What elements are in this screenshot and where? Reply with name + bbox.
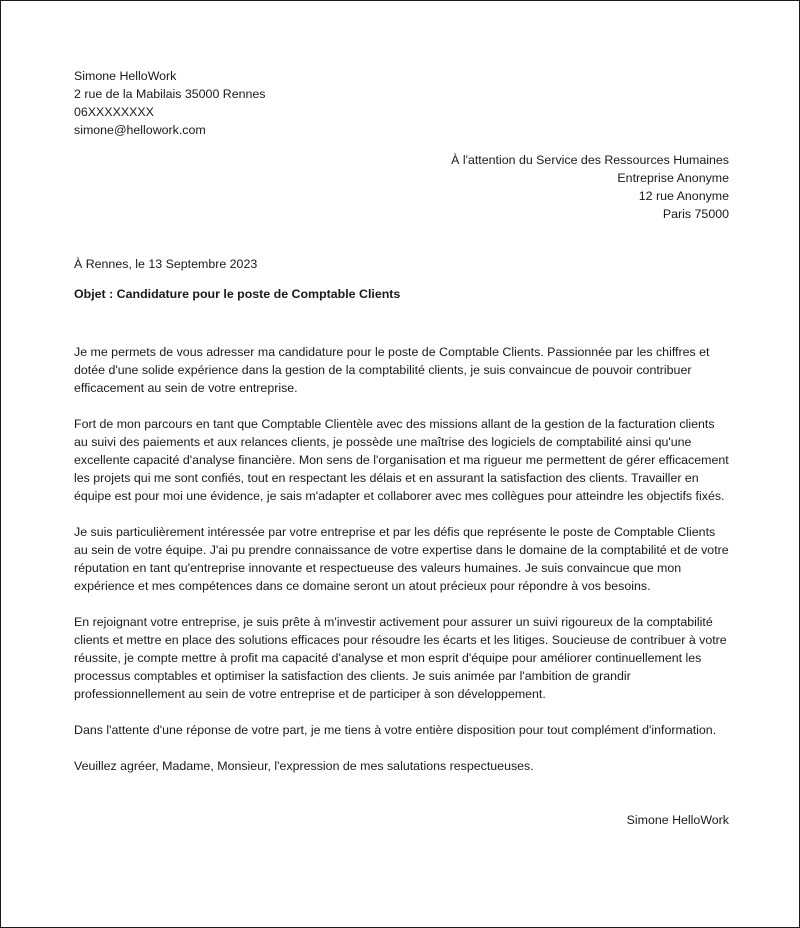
body-paragraph: Fort de mon parcours en tant que Comptable Clientèle avec des missions allant de la gestion de la facturation clients au suivi des paiements et aux relances clients, je possède une maîtrise des logiciels de comptabilité ainsi qu'une excellente capacité d'analyse financière. Mon sens de l'organisation et ma rigueur me permettent de gérer efficacement les projets qui me sont confiés, tout en respectant les délais et en assurant la satisfaction des clients. Travailler en équipe est pour moi une évidence, je sais m'adapter et collaborer avec mes collègues pour atteindre les objectifs fixés. [74,417,729,503]
place-date: À Rennes, le 13 Septembre 2023 [74,257,258,271]
recipient-street: 12 rue Anonyme [638,189,729,203]
letter-body [74,343,729,775]
sender-phone: 06XXXXXXXX [74,105,154,119]
letter-content [74,67,729,829]
sender-name: Simone HelloWork [74,69,177,83]
body-paragraph: Je suis particulièrement intéressée par votre entreprise et par les défis que représente le poste de Comptable Clients au sein de votre équipe. J'ai pu prendre connaissance de votre expertise dans le domaine de la comptabilité et de votre réputation en tant qu'entreprise innovante et respectueuse des valeurs humaines. Je suis convaincue que mon expérience et mes compétences dans ce domaine seront un atout précieux pour répondre à vos besoins. [74,525,729,593]
recipient-attention: À l'attention du Service des Ressources Humaines [451,153,729,167]
body-paragraph: Dans l'attente d'une réponse de votre part, je me tiens à votre entière disposition pour tout complément d'information. [74,723,717,737]
signature: Simone HelloWork [626,813,729,827]
body-paragraph: Je me permets de vous adresser ma candidature pour le poste de Comptable Clients. Passionnée par les chiffres et dotée d'une solide expérience dans la gestion de la comptabilité clients, je suis convaincue de pouvoir contribuer efficacement au sein de votre entreprise. [74,345,710,395]
body-paragraph: En rejoignant votre entreprise, je suis prête à m'investir activement pour assurer un suivi rigoureux de la comptabilité clients et mettre en place des solutions efficaces pour résoudre les écarts et les litiges. Soucieuse de contribuer à votre réussite, je compte mettre à profit ma capacité d'analyse et mon esprit d'équipe pour améliorer continuellement les processus comptables et optimiser la satisfaction des clients. Je suis animée par l'ambition de grandir professionnellement au sein de votre entreprise et de participer à son développement. [74,615,727,701]
recipient-city: Paris 75000 [662,207,729,221]
recipient-block [74,151,729,223]
sender-email: simone@hellowork.com [74,123,206,137]
sender-address: 2 rue de la Mabilais 35000 Rennes [74,87,266,101]
letter-subject: Objet : Candidature pour le poste de Comptable Clients [74,287,401,301]
closing-formula: Veuillez agréer, Madame, Monsieur, l'expression de mes salutations respectueuses. [74,759,534,773]
recipient-company: Entreprise Anonyme [617,171,729,185]
sender-block [74,67,729,139]
